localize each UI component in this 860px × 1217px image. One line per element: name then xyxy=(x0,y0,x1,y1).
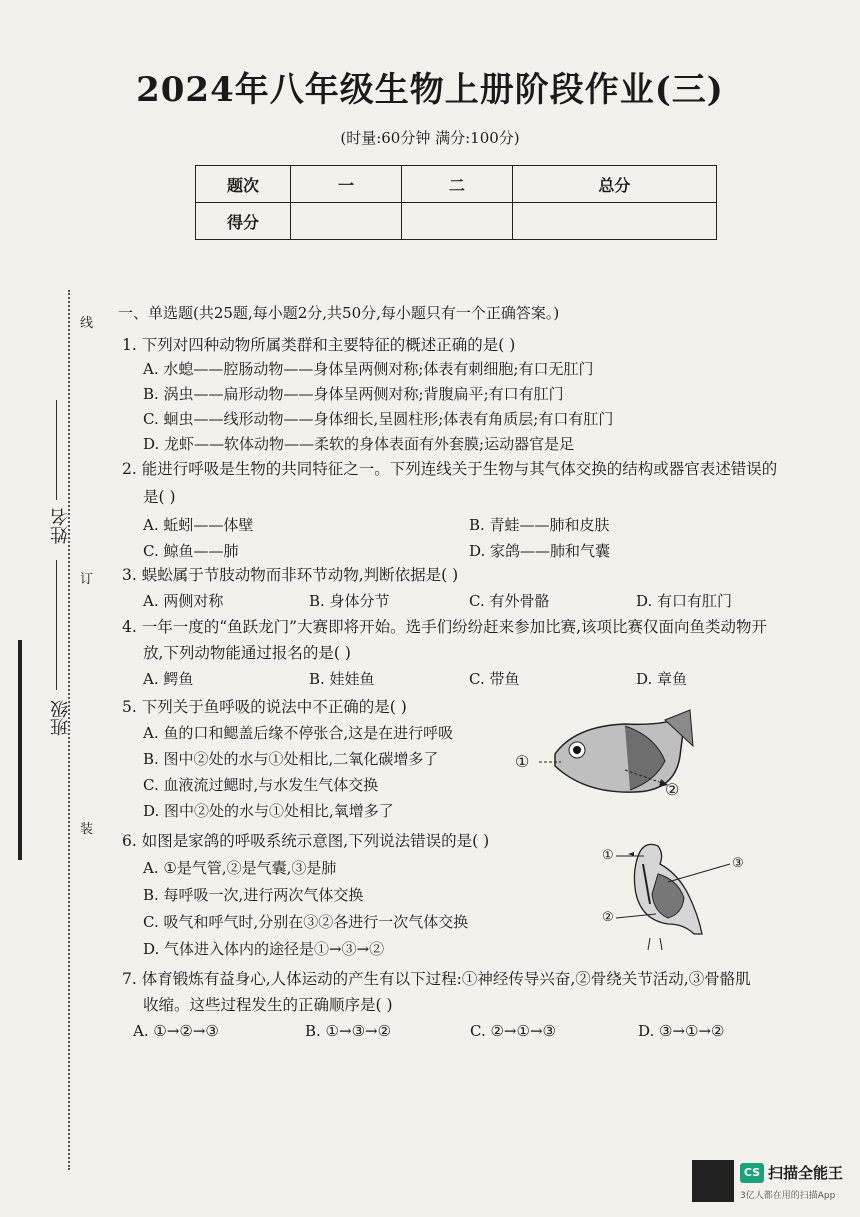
q4-option-b[interactable]: B. 娃娃鱼 xyxy=(309,670,375,688)
q7-option-d[interactable]: D. ③→①→② xyxy=(638,1022,725,1040)
question-7-cont: 收缩。这些过程发生的正确顺序是( ) xyxy=(143,996,393,1014)
table-cell: 得分 xyxy=(196,203,291,240)
question-7: 7. 体育锻炼有益身心,人体运动的产生有以下过程:①神经传导兴奋,②骨绕关节活动,③骨骼肌 xyxy=(122,970,751,988)
name-label: 姓名 xyxy=(50,508,71,544)
question-5: 5. 下列关于鱼呼吸的说法中不正确的是( ) xyxy=(122,698,407,716)
question-3: 3. 蜈蚣属于节肢动物而非环节动物,判断依据是( ) xyxy=(122,566,459,584)
question-2: 2. 能进行呼吸是生物的共同特征之一。下列连线关于生物与其气体交换的结构或器官表述错误的 xyxy=(122,460,778,478)
class-field[interactable] xyxy=(56,560,57,690)
q5-option-d[interactable]: D. 图中②处的水与①处相比,氧增多了 xyxy=(143,802,394,820)
scan-edge-mark xyxy=(18,640,22,860)
q7-option-c[interactable]: C. ②→①→③ xyxy=(470,1022,556,1040)
q6-option-a[interactable]: A. ①是气管,②是气囊,③是肺 xyxy=(143,859,337,877)
q3-option-d[interactable]: D. 有口有肛门 xyxy=(636,592,733,610)
q3-option-b[interactable]: B. 身体分节 xyxy=(309,592,390,610)
table-row xyxy=(196,203,717,240)
fish-label-1: ① xyxy=(515,752,530,771)
score-cell[interactable] xyxy=(401,203,512,240)
score-table xyxy=(195,165,717,240)
pigeon-label-2: ② xyxy=(602,910,614,925)
q4-option-d[interactable]: D. 章鱼 xyxy=(636,670,688,688)
table-cell: 题次 xyxy=(196,166,291,203)
q6-option-d[interactable]: D. 气体进入体内的途径是①→③→② xyxy=(143,940,385,958)
page-title: 2024年八年级生物上册阶段作业(三) xyxy=(136,70,724,110)
section-heading: 一、单选题(共25题,每小题2分,共50分,每小题只有一个正确答案。) xyxy=(118,304,560,322)
q2-option-b[interactable]: B. 青蛙——肺和皮肤 xyxy=(469,516,610,534)
q5-option-c[interactable]: C. 血液流过鳃时,与水发生气体交换 xyxy=(143,776,379,794)
q4-option-a[interactable]: A. 鳄鱼 xyxy=(143,670,194,688)
question-4-cont: 放,下列动物能通过报名的是( ) xyxy=(143,644,351,662)
table-cell: 总分 xyxy=(512,166,716,203)
class-label: 班级 xyxy=(50,700,71,736)
q6-option-c[interactable]: C. 吸气和呼气时,分别在③②各进行一次气体交换 xyxy=(143,913,469,931)
q3-option-c[interactable]: C. 有外骨骼 xyxy=(469,592,550,610)
margin-mark-line: 线 xyxy=(80,316,94,331)
fish-label-2: ② xyxy=(665,780,680,799)
q5-option-a[interactable]: A. 鱼的口和鳃盖后缘不停张合,这是在进行呼吸 xyxy=(143,724,454,742)
table-cell: 二 xyxy=(401,166,512,203)
pigeon-label-3: ③ xyxy=(732,856,744,871)
question-2-cont: 是( ) xyxy=(143,488,176,506)
q1-option-c[interactable]: C. 蛔虫——线形动物——身体细长,呈圆柱形;体表有角质层;有口有肛门 xyxy=(143,410,614,428)
q2-option-a[interactable]: A. 蚯蚓——体壁 xyxy=(143,516,254,534)
q2-option-d[interactable]: D. 家鸽——肺和气囊 xyxy=(469,542,611,560)
q1-option-b[interactable]: B. 涡虫——扁形动物——身体呈两侧对称;背腹扁平;有口有肛门 xyxy=(143,385,564,403)
margin-mark-ding: 订 xyxy=(80,572,94,587)
table-row xyxy=(196,166,717,203)
q7-option-a[interactable]: A. ①→②→③ xyxy=(133,1022,219,1040)
question-4: 4. 一年一度的“鱼跃龙门”大赛即将开始。选手们纷纷赶来参加比赛,该项比赛仅面向鱼类动物开 xyxy=(122,618,767,636)
name-field[interactable] xyxy=(56,400,57,500)
score-cell[interactable] xyxy=(512,203,716,240)
table-cell: 一 xyxy=(291,166,402,203)
q2-option-c[interactable]: C. 鲸鱼——肺 xyxy=(143,542,239,560)
q4-option-c[interactable]: C. 带鱼 xyxy=(469,670,520,688)
qr-code-icon xyxy=(692,1160,734,1202)
question-1: 1. 下列对四种动物所属类群和主要特征的概述正确的是( ) xyxy=(122,336,516,354)
camscanner-logo-icon: CS xyxy=(740,1163,764,1183)
q7-option-b[interactable]: B. ①→③→② xyxy=(305,1022,392,1040)
fish-figure xyxy=(515,706,715,806)
margin-mark-zhuang: 装 xyxy=(80,822,94,837)
q5-option-b[interactable]: B. 图中②处的水与①处相比,二氧化碳增多了 xyxy=(143,750,439,768)
scanner-app-tagline: 3亿人都在用的扫描App xyxy=(740,1191,836,1201)
q3-option-a[interactable]: A. 两侧对称 xyxy=(143,592,224,610)
q1-option-d[interactable]: D. 龙虾——软体动物——柔软的身体表面有外套膜;运动器官是足 xyxy=(143,435,575,453)
pigeon-label-1: ① xyxy=(602,848,614,863)
q1-option-a[interactable]: A. 水螅——腔肠动物——身体呈两侧对称;体表有刺细胞;有口无肛门 xyxy=(143,360,594,378)
scanner-app-name: 扫描全能王 xyxy=(768,1164,844,1182)
q6-option-b[interactable]: B. 每呼吸一次,进行两次气体交换 xyxy=(143,886,364,904)
score-cell[interactable] xyxy=(291,203,402,240)
question-6: 6. 如图是家鸽的呼吸系统示意图,下列说法错误的是( ) xyxy=(122,832,490,850)
exam-subtitle: (时量:60分钟 满分:100分) xyxy=(340,129,520,147)
pigeon-figure xyxy=(598,834,758,952)
